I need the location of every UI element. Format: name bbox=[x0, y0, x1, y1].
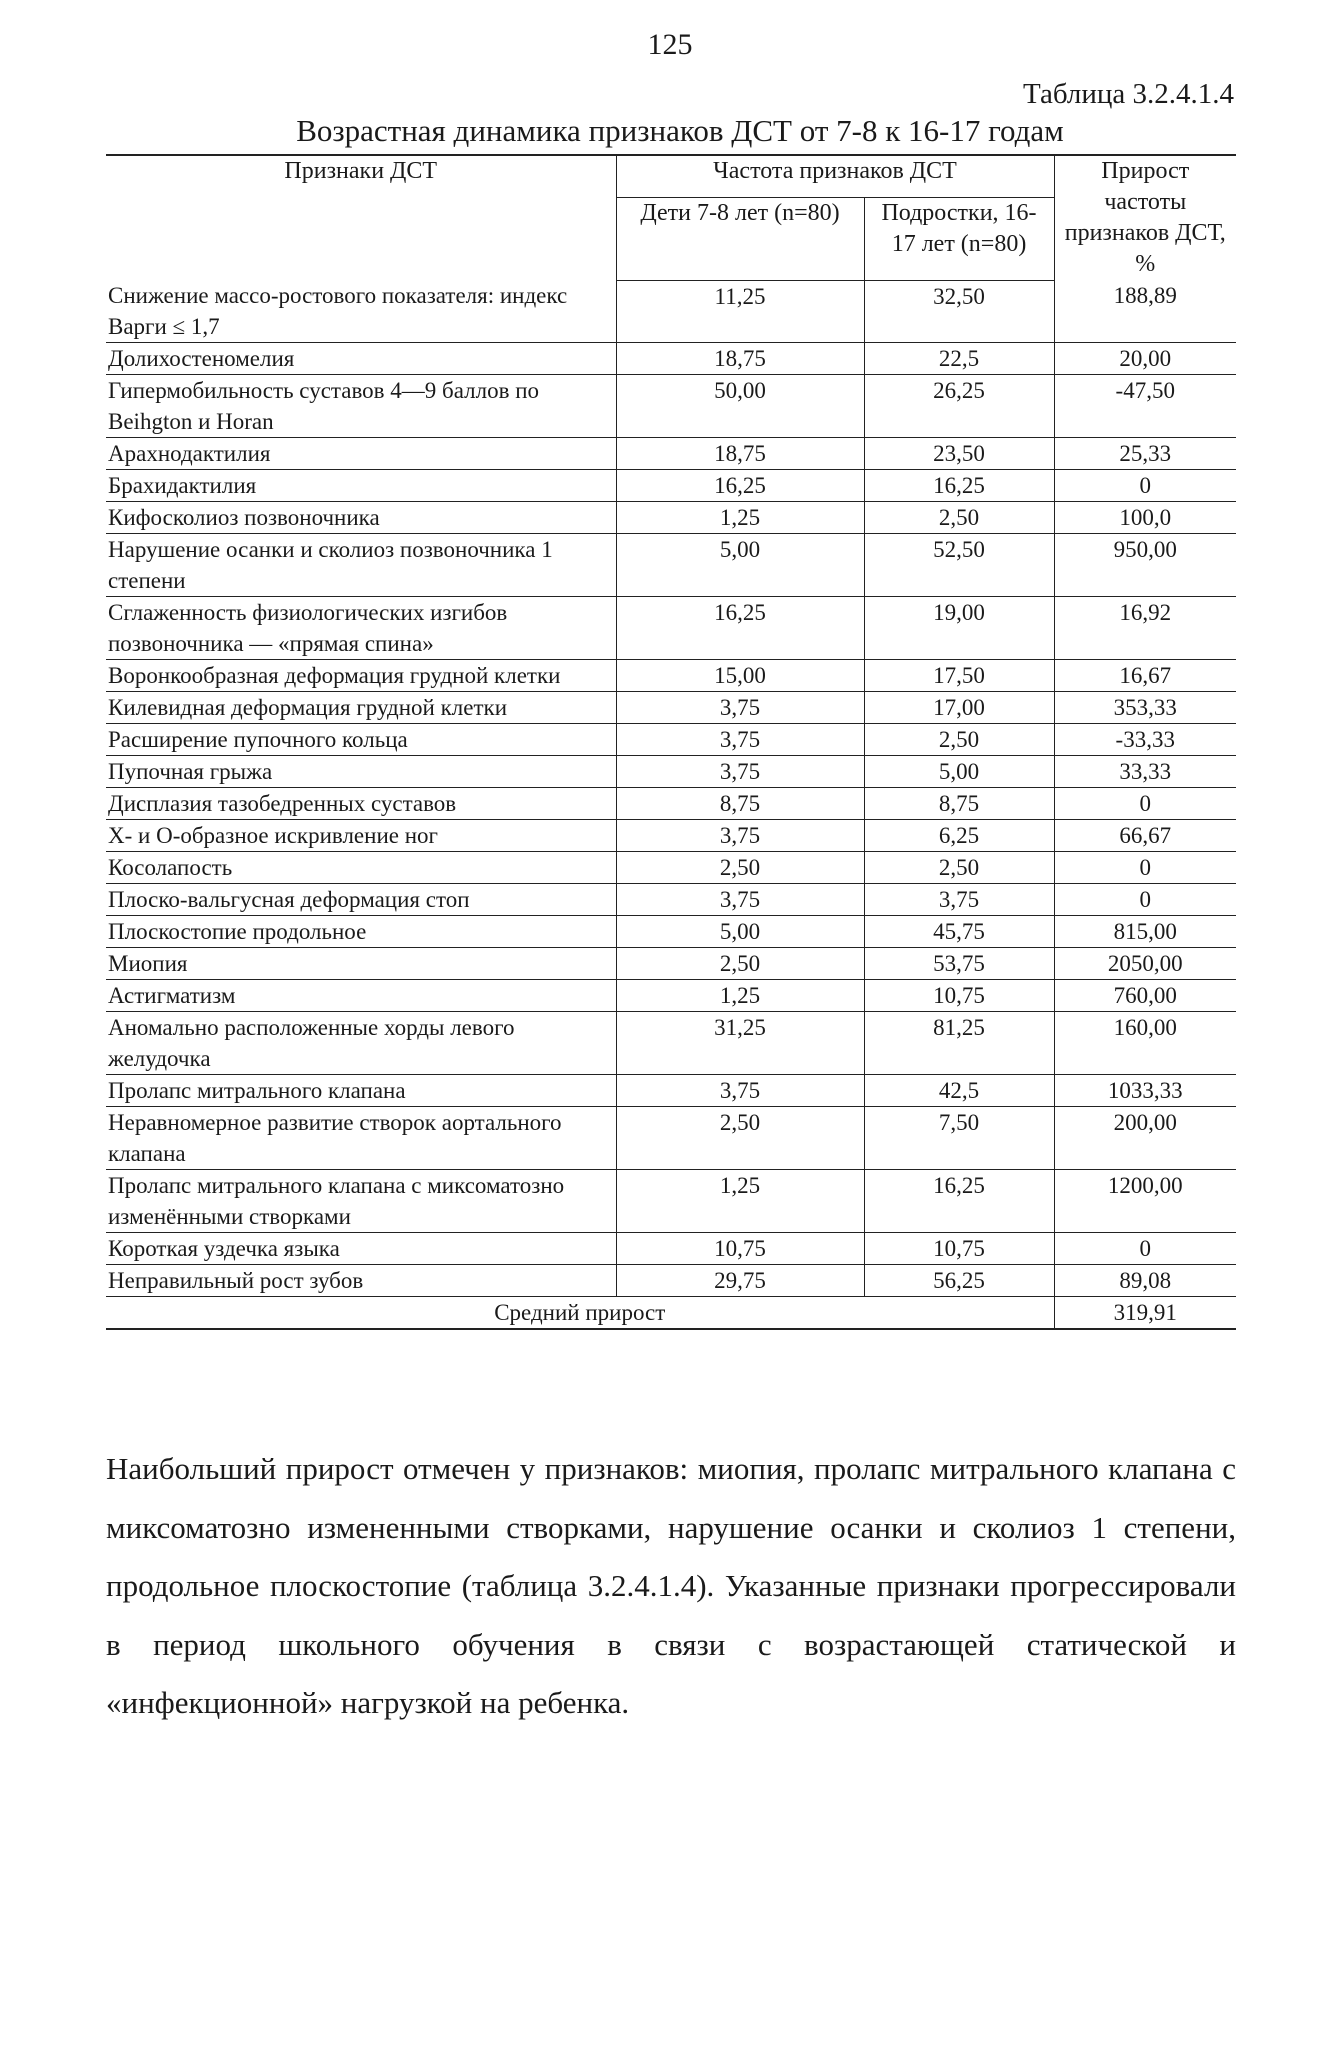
children-cell: 3,75 bbox=[616, 1075, 864, 1107]
children-cell: 3,75 bbox=[616, 820, 864, 852]
header-teens: Подростки, 16-17 лет (n=80) bbox=[864, 198, 1054, 280]
teens-cell: 17,00 bbox=[864, 692, 1054, 724]
children-cell: 3,75 bbox=[616, 756, 864, 788]
children-cell: 1,25 bbox=[616, 1170, 864, 1233]
teens-cell: 16,25 bbox=[864, 1170, 1054, 1233]
table-row bbox=[106, 1107, 1236, 1170]
sign-cell: Снижение массо-ростового показателя: индекс Варги ≤ 1,7 bbox=[106, 280, 616, 343]
sign-cell: Дисплазия тазобедренных суставов bbox=[106, 788, 616, 820]
children-cell: 3,75 bbox=[616, 884, 864, 916]
header-growth: Прирост частоты признаков ДСТ, % bbox=[1054, 155, 1236, 280]
sign-cell: Астигматизм bbox=[106, 980, 616, 1012]
teens-cell: 22,5 bbox=[864, 343, 1054, 375]
sign-cell: Пролапс митрального клапана bbox=[106, 1075, 616, 1107]
table-row bbox=[106, 980, 1236, 1012]
sign-cell: Гипермобильность суставов 4—9 баллов по Beihgton и Horan bbox=[106, 375, 616, 438]
children-cell: 2,50 bbox=[616, 852, 864, 884]
sign-cell: Косолапость bbox=[106, 852, 616, 884]
growth-cell: 760,00 bbox=[1054, 980, 1236, 1012]
table-row bbox=[106, 1170, 1236, 1233]
header-frequency: Частота признаков ДСТ bbox=[616, 155, 1054, 198]
dst-signs-table bbox=[106, 154, 1236, 1330]
children-cell: 15,00 bbox=[616, 660, 864, 692]
children-cell: 11,25 bbox=[616, 280, 864, 343]
teens-cell: 19,00 bbox=[864, 597, 1054, 660]
teens-cell: 53,75 bbox=[864, 948, 1054, 980]
sign-cell: Килевидная деформация грудной клетки bbox=[106, 692, 616, 724]
growth-cell: -47,50 bbox=[1054, 375, 1236, 438]
sign-cell: Брахидактилия bbox=[106, 470, 616, 502]
table-title: Возрастная динамика признаков ДСТ от 7-8 к 16-17 годам bbox=[296, 113, 1064, 148]
table-row bbox=[106, 502, 1236, 534]
growth-cell: 1033,33 bbox=[1054, 1075, 1236, 1107]
growth-cell: 16,92 bbox=[1054, 597, 1236, 660]
growth-cell: 33,33 bbox=[1054, 756, 1236, 788]
children-cell: 3,75 bbox=[616, 692, 864, 724]
table-label: Таблица 3.2.4.1.4 bbox=[1022, 78, 1234, 110]
teens-cell: 16,25 bbox=[864, 470, 1054, 502]
growth-cell: 25,33 bbox=[1054, 438, 1236, 470]
table-row bbox=[106, 1265, 1236, 1297]
children-cell: 10,75 bbox=[616, 1233, 864, 1265]
average-label: Средний прирост bbox=[106, 1297, 1054, 1330]
table-row bbox=[106, 1233, 1236, 1265]
children-cell: 29,75 bbox=[616, 1265, 864, 1297]
teens-cell: 56,25 bbox=[864, 1265, 1054, 1297]
sign-cell: Аномально расположенные хорды левого желудочка bbox=[106, 1012, 616, 1075]
sign-cell: Плоскостопие продольное bbox=[106, 916, 616, 948]
growth-cell: 66,67 bbox=[1054, 820, 1236, 852]
table-row bbox=[106, 948, 1236, 980]
table-body bbox=[106, 280, 1236, 1297]
header-children: Дети 7-8 лет (n=80) bbox=[616, 198, 864, 280]
teens-cell: 52,50 bbox=[864, 534, 1054, 597]
teens-cell: 2,50 bbox=[864, 502, 1054, 534]
sign-cell: Долихостеномелия bbox=[106, 343, 616, 375]
sign-cell: Миопия bbox=[106, 948, 616, 980]
growth-cell: 815,00 bbox=[1054, 916, 1236, 948]
children-cell: 16,25 bbox=[616, 597, 864, 660]
children-cell: 31,25 bbox=[616, 1012, 864, 1075]
growth-cell: 188,89 bbox=[1054, 280, 1236, 343]
teens-cell: 26,25 bbox=[864, 375, 1054, 438]
growth-cell: 0 bbox=[1054, 1233, 1236, 1265]
table-row bbox=[106, 692, 1236, 724]
teens-cell: 2,50 bbox=[864, 852, 1054, 884]
growth-cell: 89,08 bbox=[1054, 1265, 1236, 1297]
table-row bbox=[106, 280, 1236, 343]
growth-cell: 16,67 bbox=[1054, 660, 1236, 692]
growth-cell: 353,33 bbox=[1054, 692, 1236, 724]
children-cell: 2,50 bbox=[616, 948, 864, 980]
growth-cell: 20,00 bbox=[1054, 343, 1236, 375]
table-row bbox=[106, 660, 1236, 692]
sign-cell: Плоско-вальгусная деформация стоп bbox=[106, 884, 616, 916]
growth-cell: 0 bbox=[1054, 788, 1236, 820]
children-cell: 50,00 bbox=[616, 375, 864, 438]
table-row bbox=[106, 820, 1236, 852]
children-cell: 18,75 bbox=[616, 438, 864, 470]
growth-cell: 950,00 bbox=[1054, 534, 1236, 597]
sign-cell: Сглаженность физиологических изгибов позвоночника — «прямая спина» bbox=[106, 597, 616, 660]
sign-cell: Воронкообразная деформация грудной клетки bbox=[106, 660, 616, 692]
sign-cell: Арахнодактилия bbox=[106, 438, 616, 470]
teens-cell: 23,50 bbox=[864, 438, 1054, 470]
average-value: 319,91 bbox=[1054, 1297, 1236, 1330]
growth-cell: 200,00 bbox=[1054, 1107, 1236, 1170]
table-row bbox=[106, 534, 1236, 597]
table-row bbox=[106, 1012, 1236, 1075]
table-row bbox=[106, 852, 1236, 884]
growth-cell: 100,0 bbox=[1054, 502, 1236, 534]
header-signs: Признаки ДСТ bbox=[106, 155, 616, 280]
sign-cell: Неправильный рост зубов bbox=[106, 1265, 616, 1297]
table-row bbox=[106, 470, 1236, 502]
growth-cell: 0 bbox=[1054, 852, 1236, 884]
sign-cell: Короткая уздечка языка bbox=[106, 1233, 616, 1265]
table-row bbox=[106, 788, 1236, 820]
teens-cell: 7,50 bbox=[864, 1107, 1054, 1170]
sign-cell: Кифосколиоз позвоночника bbox=[106, 502, 616, 534]
sign-cell: Неравномерное развитие створок аортального клапана bbox=[106, 1107, 616, 1170]
children-cell: 1,25 bbox=[616, 980, 864, 1012]
table-row bbox=[106, 916, 1236, 948]
table-row bbox=[106, 1075, 1236, 1107]
sign-cell: Расширение пупочного кольца bbox=[106, 724, 616, 756]
children-cell: 2,50 bbox=[616, 1107, 864, 1170]
teens-cell: 8,75 bbox=[864, 788, 1054, 820]
teens-cell: 3,75 bbox=[864, 884, 1054, 916]
teens-cell: 17,50 bbox=[864, 660, 1054, 692]
table-row bbox=[106, 884, 1236, 916]
growth-cell: 0 bbox=[1054, 884, 1236, 916]
children-cell: 1,25 bbox=[616, 502, 864, 534]
teens-cell: 6,25 bbox=[864, 820, 1054, 852]
sign-cell: Нарушение осанки и сколиоз позвоночника 1 степени bbox=[106, 534, 616, 597]
teens-cell: 10,75 bbox=[864, 980, 1054, 1012]
children-cell: 8,75 bbox=[616, 788, 864, 820]
conclusion-paragraph: Наибольший прирост отмечен у признаков: миопия, пролапс митрального клапана с миксоматозно измененными створками, нарушение осанки и сколиоз 1 степени, продольное плоскостопие (таблица 3.2.4.1.4). Указанные признаки прогрессировали в период школьного обучения в связи с возрастающей статической и «инфекционной» нагрузкой на ребенка. bbox=[106, 1451, 1236, 1720]
children-cell: 16,25 bbox=[616, 470, 864, 502]
teens-cell: 10,75 bbox=[864, 1233, 1054, 1265]
teens-cell: 2,50 bbox=[864, 724, 1054, 756]
table-row bbox=[106, 375, 1236, 438]
children-cell: 18,75 bbox=[616, 343, 864, 375]
growth-cell: 1200,00 bbox=[1054, 1170, 1236, 1233]
sign-cell: Пупочная грыжа bbox=[106, 756, 616, 788]
table-row bbox=[106, 597, 1236, 660]
page-number: 125 bbox=[647, 28, 693, 61]
children-cell: 5,00 bbox=[616, 916, 864, 948]
teens-cell: 32,50 bbox=[864, 280, 1054, 343]
sign-cell: Пролапс митрального клапана с миксоматозно изменёнными створками bbox=[106, 1170, 616, 1233]
teens-cell: 5,00 bbox=[864, 756, 1054, 788]
growth-cell: 0 bbox=[1054, 470, 1236, 502]
sign-cell: X- и О-образное искривление ног bbox=[106, 820, 616, 852]
teens-cell: 42,5 bbox=[864, 1075, 1054, 1107]
teens-cell: 45,75 bbox=[864, 916, 1054, 948]
average-row bbox=[106, 1297, 1236, 1330]
table-row bbox=[106, 438, 1236, 470]
table-row bbox=[106, 724, 1236, 756]
children-cell: 5,00 bbox=[616, 534, 864, 597]
growth-cell: -33,33 bbox=[1054, 724, 1236, 756]
growth-cell: 2050,00 bbox=[1054, 948, 1236, 980]
teens-cell: 81,25 bbox=[864, 1012, 1054, 1075]
growth-cell: 160,00 bbox=[1054, 1012, 1236, 1075]
children-cell: 3,75 bbox=[616, 724, 864, 756]
table-row bbox=[106, 756, 1236, 788]
table-row bbox=[106, 343, 1236, 375]
